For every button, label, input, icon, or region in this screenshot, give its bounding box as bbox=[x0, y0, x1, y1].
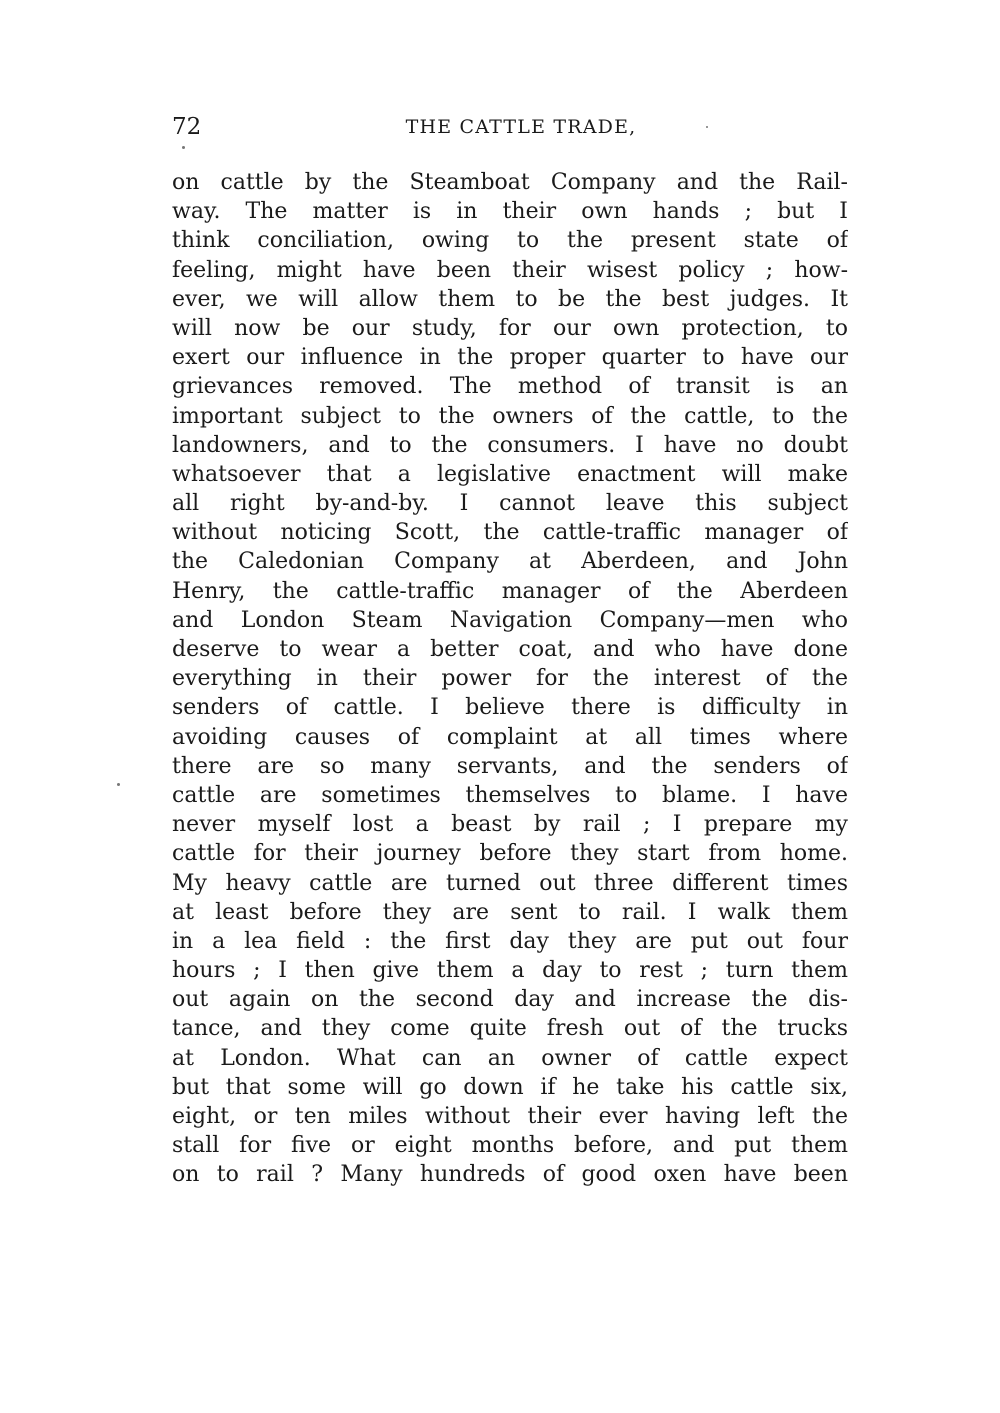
text-line: ever, we will allow them to be the best judges. It bbox=[172, 286, 848, 312]
text-line: all right by-and-by. I cannot leave this subject bbox=[172, 491, 848, 517]
text-line: grievances removed. The method of transit is an bbox=[172, 374, 848, 400]
text-line: way. The matter is in their own hands ; but I bbox=[172, 199, 848, 225]
text-line: feeling, might have been their wisest policy ; how- bbox=[172, 257, 848, 283]
text-line: there are so many servants, and the senders of bbox=[172, 753, 848, 779]
text-line: landowners, and to the consumers. I have no doubt bbox=[172, 432, 848, 458]
text-line: cattle for their journey before they start from home. bbox=[172, 841, 848, 867]
text-line: cattle are sometimes themselves to blame. I have bbox=[172, 782, 848, 808]
text-line: without noticing Scott, the cattle-traffic manager of bbox=[172, 520, 848, 546]
body-text bbox=[172, 168, 848, 1190]
text-line: My heavy cattle are turned out three different times bbox=[172, 870, 848, 896]
text-line: but that some will go down if he take his cattle six, bbox=[172, 1074, 848, 1100]
text-line: on cattle by the Steamboat Company and the Rail- bbox=[172, 170, 848, 195]
text-line: at London. What can an owner of cattle expect bbox=[172, 1045, 848, 1071]
text-line: senders of cattle. I believe there is difficulty in bbox=[172, 695, 848, 721]
text-line: avoiding causes of complaint at all times where bbox=[172, 724, 848, 750]
text-line: eight, or ten miles without their ever having left the bbox=[172, 1104, 848, 1129]
running-head bbox=[172, 112, 848, 142]
text-line: out again on the second day and increase the dis- bbox=[172, 987, 848, 1013]
text-line: Henry, the cattle-traffic manager of the Aberdeen bbox=[172, 578, 848, 604]
scan-speck bbox=[117, 783, 120, 786]
text-line: the Caledonian Company at Aberdeen, and John bbox=[172, 549, 848, 575]
text-line: important subject to the owners of the cattle, to the bbox=[172, 403, 848, 429]
text-line: in a lea field : the first day they are put out four bbox=[172, 928, 848, 954]
text-line: hours ; I then give them a day to rest ; turn them bbox=[172, 958, 848, 984]
text-line: everything in their power for the interest of the bbox=[172, 666, 848, 692]
text-line: tance, and they come quite fresh out of the trucks bbox=[172, 1016, 848, 1042]
text-line: and London Steam Navigation Company—men who bbox=[172, 607, 848, 633]
scan-speck bbox=[182, 146, 185, 149]
text-line: at least before they are sent to rail. I walk them bbox=[172, 899, 848, 925]
text-line: whatsoever that a legislative enactment will make bbox=[172, 461, 848, 487]
text-line: will now be our study, for our own protection, to bbox=[172, 315, 848, 341]
text-line: never myself lost a beast by rail ; I prepare my bbox=[172, 812, 848, 838]
text-line: think conciliation, owing to the present state of bbox=[172, 228, 848, 254]
text-line: stall for five or eight months before, and put them bbox=[172, 1133, 848, 1159]
text-line: on to rail ? Many hundreds of good oxen have been bbox=[172, 1162, 848, 1188]
text-line: deserve to wear a better coat, and who have done bbox=[172, 637, 848, 662]
text-line: exert our influence in the proper quarter to have our bbox=[172, 345, 848, 371]
running-title: THE CATTLE TRADE, bbox=[405, 116, 637, 138]
page-number: 72 bbox=[172, 114, 202, 140]
scan-speck bbox=[706, 126, 708, 128]
